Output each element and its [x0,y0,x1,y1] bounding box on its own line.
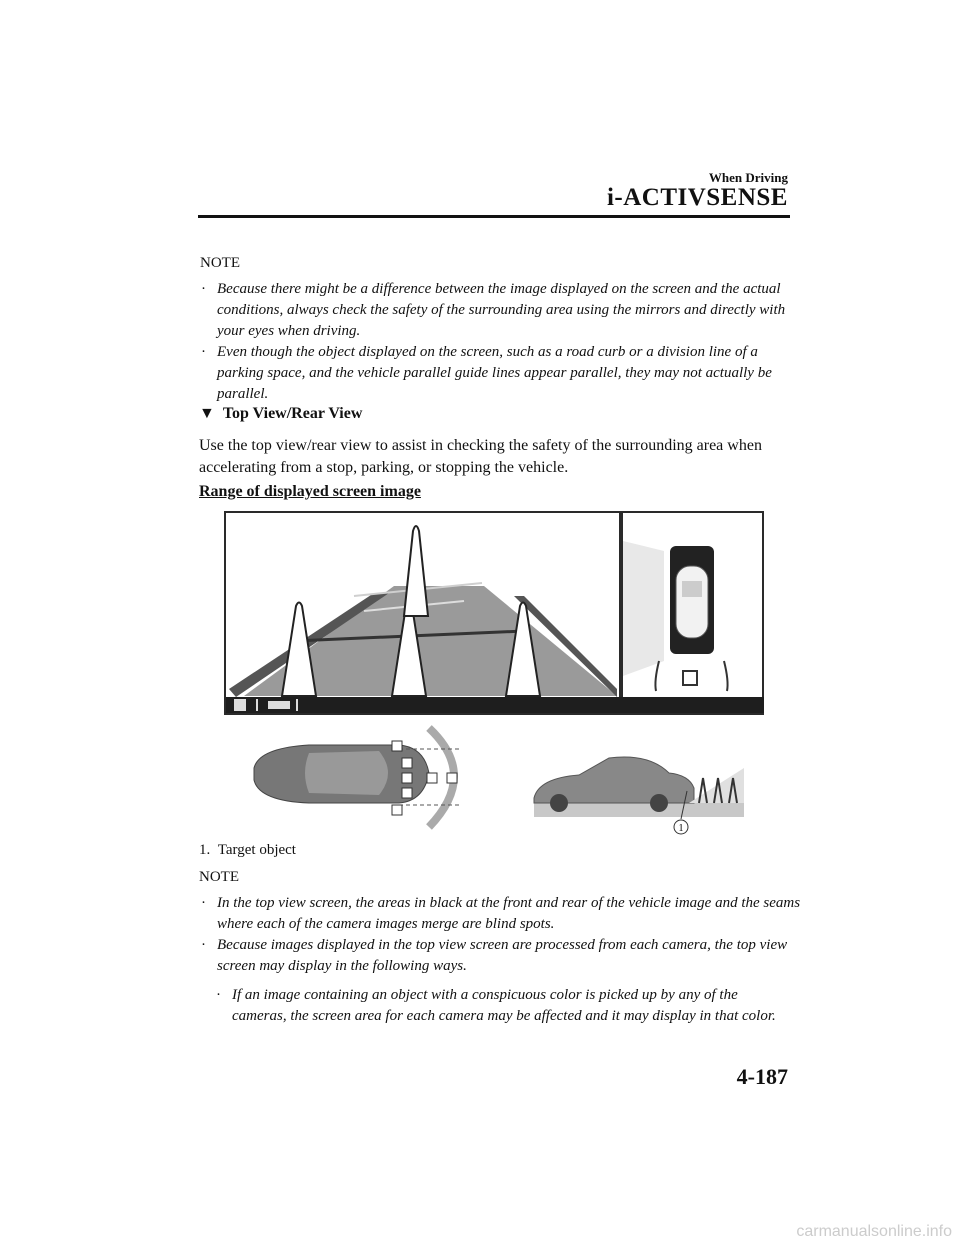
figure-caption: 1. Target object [199,842,296,858]
note-bullet: · Because images displayed in the top view screen are processed from each camera, the top view screen may display in the following ways. [203,935,807,977]
note-label: NOTE [200,255,240,271]
watermark: carmanualsonline.info [796,1223,952,1240]
section-heading [199,405,362,423]
rear-view-icon [268,701,290,709]
monitor-screen-figure [224,511,764,715]
sensor-range-diagrams [249,723,749,835]
note-sub-bullet: · If an image containing an object with a conspicuous color is picked up by any of the cameras, the screen area for each camera may be affected and it may display in that color. [218,985,792,1027]
note-bullet: · Because there might be a difference between the image displayed on the screen and the actual conditions, always check the safety of the surrounding area using the mirrors and directly with your eyes when driving. [203,279,807,342]
note-label: NOTE [199,869,239,885]
triangle-marker-icon: ▼ [199,405,215,422]
header-rule [198,215,790,218]
note-bullet: · Even though the object displayed on the screen, such as a road curb or a division line of a parking space, and the vehicle parallel guide lines appear parallel, they may not actually be parallel. [203,342,807,405]
header-section: When Driving [708,170,788,185]
section-heading-text: Top View/Rear View [222,405,363,422]
camera-view-icon [234,699,246,711]
range-subheading: Range of displayed screen image [199,483,421,500]
note-bullet: · In the top view screen, the areas in black at the front and rear of the vehicle image and the seams where each of the camera images merge are blind spots. [203,893,807,935]
header-title: i-ACTIVSENSE [606,184,788,211]
section-body: Use the top view/rear view to assist in checking the safety of the surrounding area when accelerating from a stop, parking, or stopping the vehicle. [199,437,762,476]
page-number: 4-187 [736,1064,788,1089]
target-object-callout: 1 [678,823,684,834]
